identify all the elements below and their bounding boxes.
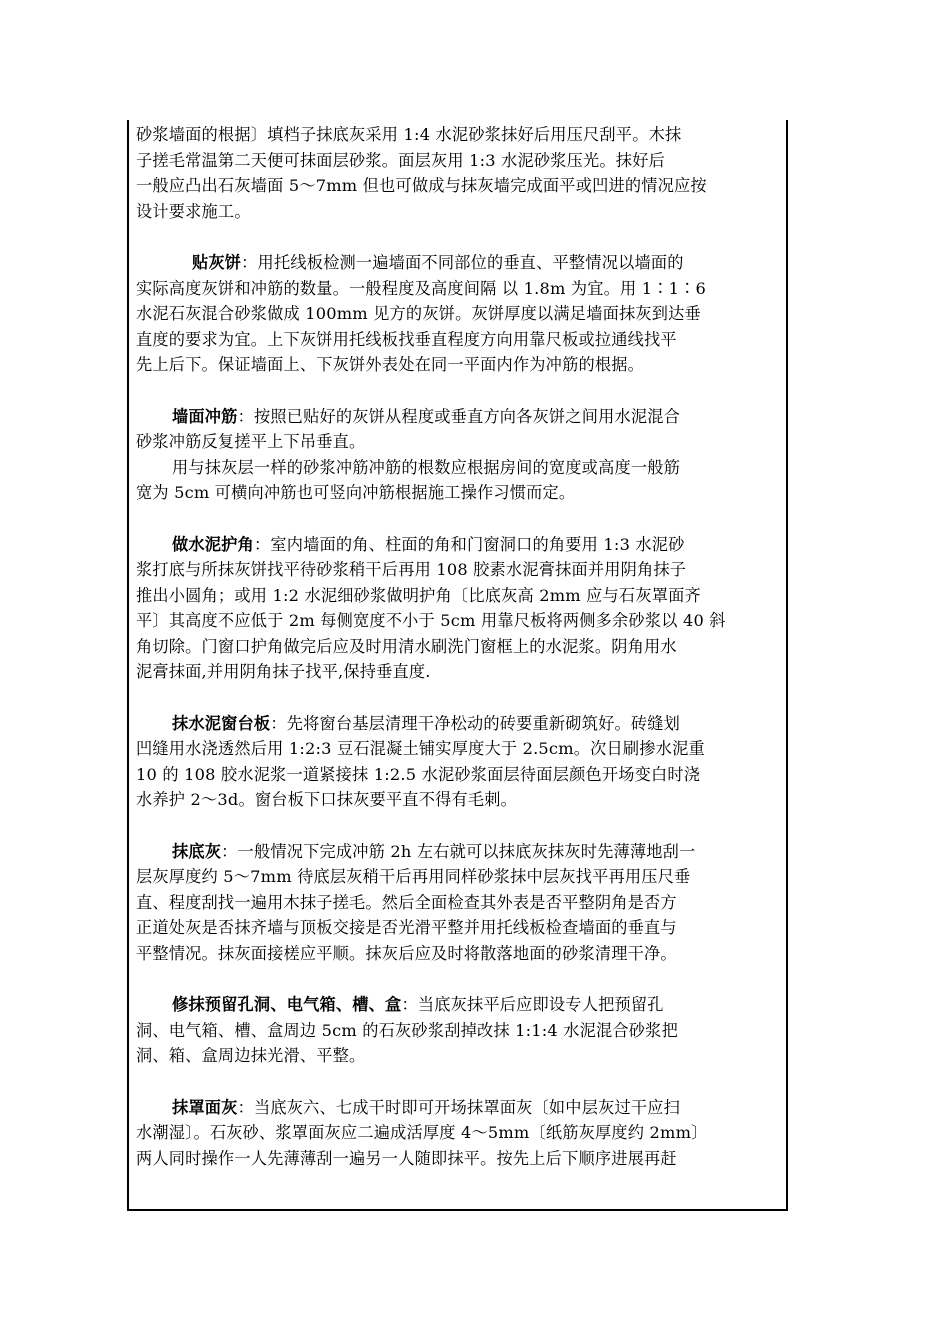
text-line: 砂浆冲筋反复搓平上下吊垂直。 bbox=[136, 432, 366, 452]
text-line: ：当底灰六、七成干时即可开场抹罩面灰〔如中层灰过干应扫 bbox=[237, 1097, 681, 1117]
text-line: 水泥石灰混合砂浆做成 100mm 见方的灰饼。灰饼厚度以满足墙面抹灰到达垂 bbox=[136, 304, 701, 324]
section-heading: 抹罩面灰 bbox=[172, 1097, 238, 1117]
section-heading: 抹底灰 bbox=[172, 841, 222, 861]
paragraph-continuation bbox=[136, 122, 784, 224]
paragraph-qiang-mian-chong-jin bbox=[136, 404, 784, 506]
text-line: 直度的要求为宜。上下灰饼用托线板找垂直程度方向用靠尺板或拉通线找平 bbox=[136, 329, 677, 349]
text-line: ：用托线板检测一遍墙面不同部位的垂直、平整情况以墙面的 bbox=[241, 252, 684, 272]
paragraph-tie-hui-bing bbox=[136, 250, 784, 378]
text-line: ：一般情况下完成冲筋 2h 左右就可以抹底灰抹灰时先薄薄地刮一 bbox=[221, 841, 696, 861]
text-line: ：室内墙面的角、柱面的角和门窗洞口的角要用 1:3 水泥砂 bbox=[253, 534, 685, 554]
text-line: 两人同时操作一人先薄薄刮一遍另一人随即抹平。按先上后下顺序进展再赶 bbox=[136, 1148, 677, 1168]
text-line: 水养护 2～3d。窗台板下口抹灰要平直不得有毛刺。 bbox=[136, 790, 518, 810]
text-line: 正道处灰是否抹齐墙与顶板交接是否光滑平整并用托线板检查墙面的垂直与 bbox=[136, 918, 677, 938]
section-heading: 墙面冲筋 bbox=[172, 406, 238, 426]
text-line: 层灰厚度约 5～7mm 待底层灰稍干后再用同样砂浆抹中层灰找平再用压尺垂 bbox=[136, 867, 691, 887]
text-line: ：先将窗台基层清理干净松动的砖要重新砌筑好。砖缝划 bbox=[270, 713, 681, 733]
text-line: 宽为 5cm 可横向冲筋也可竖向冲筋根据施工操作习惯而定。 bbox=[136, 483, 576, 503]
text-line: 平〕其高度不应低于 2m 每侧宽度不小于 5cm 用靠尺板将两侧多余砂浆以 40 斜 bbox=[136, 611, 726, 631]
text-line: 洞、电气箱、槽、盒周边 5cm 的石灰砂浆刮掉改抹 1:1:4 水泥混合砂浆把 bbox=[136, 1020, 678, 1040]
text-line: 10 的 108 胶水泥浆一道紧接抹 1:2.5 水泥砂浆面层待面层颜色开场变白时浇 bbox=[136, 764, 701, 784]
text-line: 实际高度灰饼和冲筋的数量。一般程度及高度间隔 以 1.8m 为宜。用 1∶1∶6 bbox=[136, 278, 707, 298]
text-line: 一般应凸出石灰墙面 5～7mm 但也可做成与抹灰墙完成面平或凹进的情况应按 bbox=[136, 176, 707, 196]
paragraph-yu-liu-kong-dong bbox=[136, 992, 784, 1069]
text-line: 平整情况。抹灰面接槎应平顺。抹灰后应及时将散落地面的砂浆清理干净。 bbox=[136, 944, 677, 963]
text-line: 水潮湿〕。石灰砂、浆罩面灰应二遍成活厚度 4～5mm〔纸筋灰厚度约 2mm〕 bbox=[136, 1123, 708, 1143]
text-line: 设计要求施工。 bbox=[136, 201, 251, 221]
paragraph-shui-ni-hu-jiao bbox=[136, 532, 784, 686]
text-line: ：当底灰抹平后应即设专人把预留孔 bbox=[401, 995, 664, 1015]
text-line: 洞、箱、盒周边抹光滑、平整。 bbox=[136, 1046, 366, 1066]
paragraph-zhao-mian-hui bbox=[136, 1095, 784, 1172]
section-heading: 贴灰饼 bbox=[192, 252, 242, 272]
section-heading: 修抹预留孔洞、电气箱、槽、盒 bbox=[172, 995, 402, 1015]
text-line: 砂浆墙面的根据〕填档子抹底灰采用 1:4 水泥砂浆抹好后用压尺刮平。木抹 bbox=[136, 125, 682, 144]
text-line: 凹缝用水浇透然后用 1:2:3 豆石混凝土铺实厚度大于 2.5cm。次日刷掺水泥重 bbox=[136, 739, 705, 759]
document-body bbox=[136, 122, 784, 1171]
text-line: 推出小圆角；或用 1:2 水泥细砂浆做明护角〔比底灰高 2mm 应与石灰罩面齐 bbox=[136, 585, 701, 605]
paragraph-chuang-tai-ban bbox=[136, 711, 784, 813]
text-line: ：按照已贴好的灰饼从程度或垂直方向各灰饼之间用水泥混合 bbox=[237, 406, 681, 426]
text-line: 角切除。门窗口护角做完后应及时用清水刷洗门窗框上的水泥浆。阴角用水 bbox=[136, 636, 677, 656]
text-line: 浆打底与所抹灰饼找平待砂浆稍干后再用 108 胶素水泥膏抹面并用阴角抹子 bbox=[136, 560, 687, 580]
text-line: 泥膏抹面,并用阴角抹子找平,保持垂直度. bbox=[136, 662, 431, 682]
text-line: 直、程度刮找一遍用木抹子搓毛。然后全面检查其外表是否平整阴角是否方 bbox=[136, 892, 677, 912]
section-heading: 做水泥护角 bbox=[172, 534, 254, 554]
paragraph-mo-di-hui bbox=[136, 839, 784, 967]
text-line: 先上后下。保证墙面上、下灰饼外表处在同一平面内作为冲筋的根据。 bbox=[136, 355, 645, 375]
text-line: 用与抹灰层一样的砂浆冲筋冲筋的根数应根据房间的宽度或高度一般筋 bbox=[172, 457, 681, 477]
section-heading: 抹水泥窗台板 bbox=[172, 713, 271, 733]
text-line: 子搓毛常温第二天便可抹面层砂浆。面层灰用 1:3 水泥砂浆压光。抹好后 bbox=[136, 150, 665, 170]
